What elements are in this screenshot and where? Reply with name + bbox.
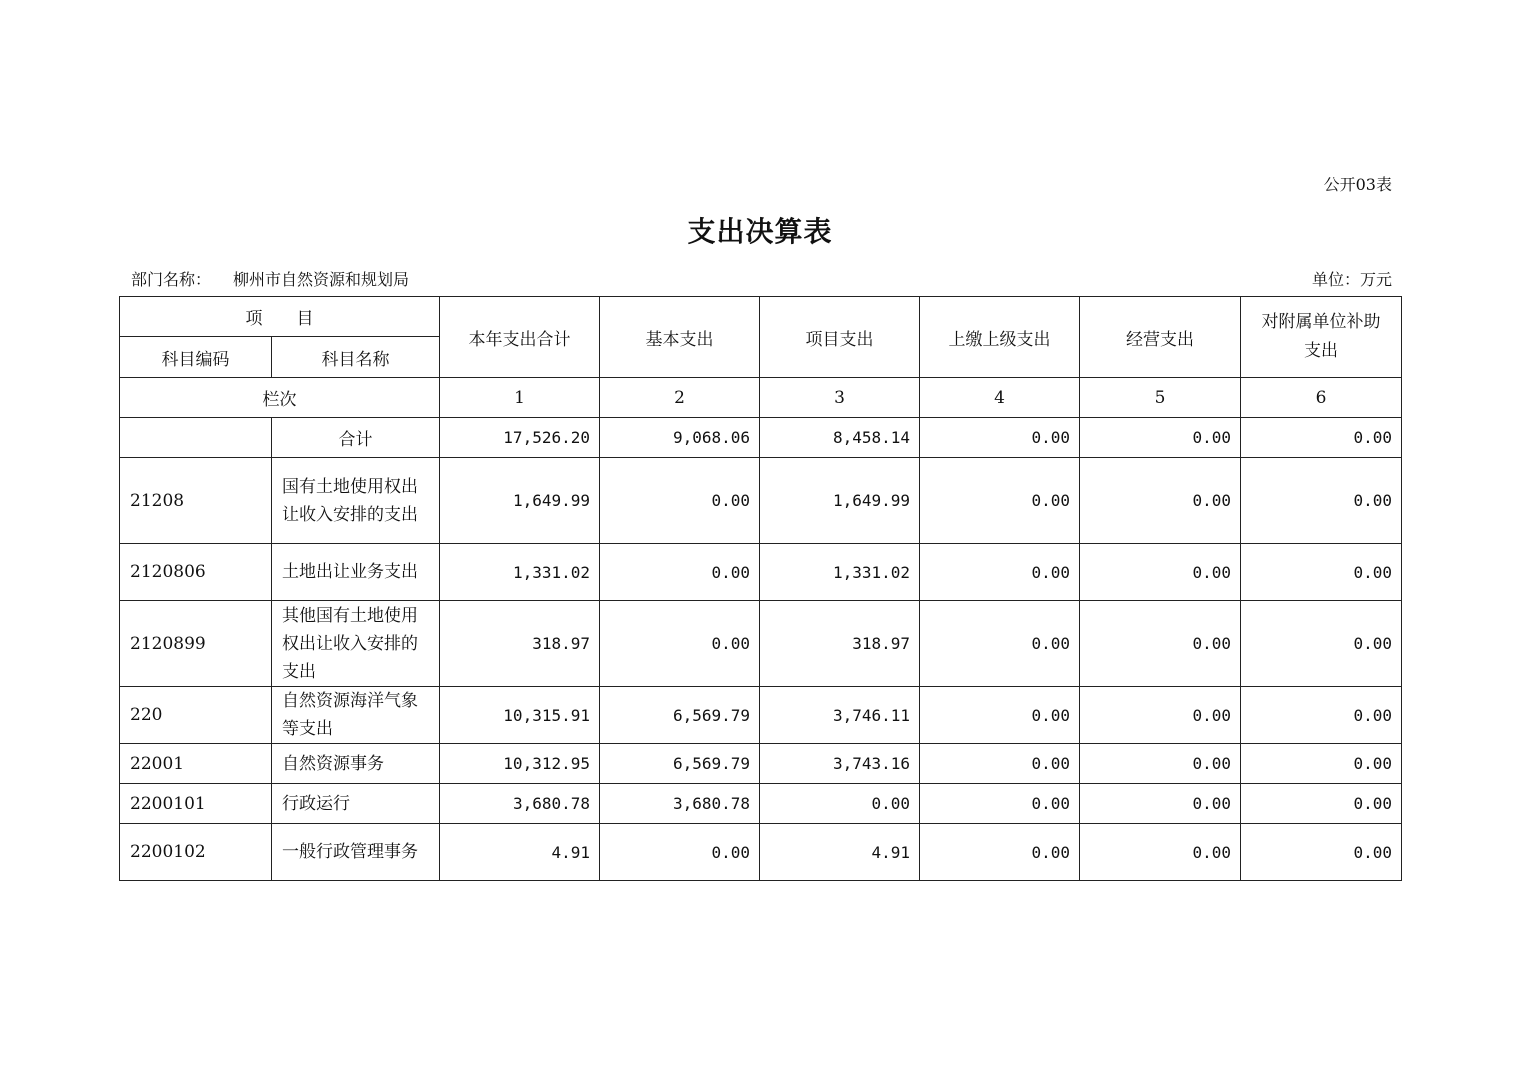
amount-cell: 4.91 [760, 824, 920, 881]
amount-cell: 0.00 [1080, 458, 1241, 544]
table-row-total [120, 418, 1402, 458]
header-subsidy-affiliates: 对附属单位补助支出 [1241, 297, 1402, 378]
header-item: 项 目 [120, 297, 440, 337]
department-line [131, 267, 409, 290]
table-row [120, 687, 1402, 744]
column-index: 5 [1080, 378, 1241, 418]
column-index: 1 [440, 378, 600, 418]
header-remit-superior: 上缴上级支出 [920, 297, 1080, 378]
header-total-expenditure: 本年支出合计 [440, 297, 600, 378]
amount-cell: 3,680.78 [600, 784, 760, 824]
amount-cell: 3,680.78 [440, 784, 600, 824]
amount-cell: 0.00 [1241, 744, 1402, 784]
column-index: 2 [600, 378, 760, 418]
amount-cell: 0.00 [600, 601, 760, 687]
subject-name: 国有土地使用权出让收入安排的支出 [272, 458, 440, 544]
subject-code: 2200102 [120, 824, 272, 881]
amount-cell: 0.00 [1241, 601, 1402, 687]
amount-cell: 0.00 [920, 544, 1080, 601]
amount-cell: 0.00 [1241, 458, 1402, 544]
amount-cell: 0.00 [1080, 824, 1241, 881]
amount-cell: 3,746.11 [760, 687, 920, 744]
subject-code: 2200101 [120, 784, 272, 824]
table-row [120, 824, 1402, 881]
header-project-expenditure: 项目支出 [760, 297, 920, 378]
amount-cell: 9,068.06 [600, 418, 760, 458]
unit-label: 单位：万元 [1311, 270, 1392, 289]
subject-name: 行政运行 [272, 784, 440, 824]
amount-cell: 0.00 [1080, 418, 1241, 458]
amount-cell: 6,569.79 [600, 687, 760, 744]
table-row [120, 601, 1402, 687]
column-index-row [120, 378, 1402, 418]
amount-cell: 0.00 [760, 784, 920, 824]
amount-cell: 318.97 [760, 601, 920, 687]
amount-cell: 0.00 [1241, 544, 1402, 601]
amount-cell: 0.00 [1241, 687, 1402, 744]
subject-code: 2120806 [120, 544, 272, 601]
subject-code: 2120899 [120, 601, 272, 687]
amount-cell: 0.00 [1080, 687, 1241, 744]
table-row [120, 744, 1402, 784]
amount-cell: 0.00 [600, 458, 760, 544]
subject-code: 22001 [120, 744, 272, 784]
subject-name: 一般行政管理事务 [272, 824, 440, 881]
amount-cell: 8,458.14 [760, 418, 920, 458]
column-index: 3 [760, 378, 920, 418]
amount-cell: 6,569.79 [600, 744, 760, 784]
amount-cell: 0.00 [600, 824, 760, 881]
table-row [120, 784, 1402, 824]
subject-code: 220 [120, 687, 272, 744]
subject-code [120, 418, 272, 458]
column-index: 4 [920, 378, 1080, 418]
table-row [120, 544, 1402, 601]
subject-name: 自然资源事务 [272, 744, 440, 784]
amount-cell: 0.00 [1080, 744, 1241, 784]
subject-name: 土地出让业务支出 [272, 544, 440, 601]
header-basic-expenditure: 基本支出 [600, 297, 760, 378]
amount-cell: 0.00 [920, 744, 1080, 784]
amount-cell: 0.00 [920, 418, 1080, 458]
header-row-1 [120, 297, 1402, 337]
subject-name: 合计 [272, 418, 440, 458]
table-row [120, 458, 1402, 544]
header-subject-code: 科目编码 [120, 337, 272, 378]
column-index: 6 [1241, 378, 1402, 418]
page-title: 支出决算表 [687, 215, 833, 248]
amount-cell: 0.00 [920, 824, 1080, 881]
subject-name: 自然资源海洋气象等支出 [272, 687, 440, 744]
amount-cell: 0.00 [920, 601, 1080, 687]
department-label: 部门名称： [131, 270, 212, 289]
amount-cell: 0.00 [1080, 544, 1241, 601]
amount-cell: 1,331.02 [760, 544, 920, 601]
amount-cell: 10,315.91 [440, 687, 600, 744]
amount-cell: 0.00 [920, 687, 1080, 744]
amount-cell: 0.00 [1080, 784, 1241, 824]
amount-cell: 318.97 [440, 601, 600, 687]
expenditure-table [119, 296, 1402, 881]
header-subject-name: 科目名称 [272, 337, 440, 378]
form-code: 公开03表 [1323, 175, 1392, 194]
amount-cell: 1,649.99 [440, 458, 600, 544]
amount-cell: 0.00 [1241, 418, 1402, 458]
amount-cell: 1,649.99 [760, 458, 920, 544]
subject-code: 21208 [120, 458, 272, 544]
amount-cell: 0.00 [920, 784, 1080, 824]
subject-name: 其他国有土地使用权出让收入安排的支出 [272, 601, 440, 687]
amount-cell: 1,331.02 [440, 544, 600, 601]
amount-cell: 17,526.20 [440, 418, 600, 458]
amount-cell: 0.00 [1241, 784, 1402, 824]
amount-cell: 0.00 [920, 458, 1080, 544]
amount-cell: 0.00 [1080, 601, 1241, 687]
amount-cell: 0.00 [1241, 824, 1402, 881]
column-index-label: 栏次 [120, 378, 440, 418]
amount-cell: 0.00 [600, 544, 760, 601]
amount-cell: 3,743.16 [760, 744, 920, 784]
amount-cell: 4.91 [440, 824, 600, 881]
header-business-expenditure: 经营支出 [1080, 297, 1241, 378]
department-name: 柳州市自然资源和规划局 [233, 270, 410, 289]
amount-cell: 10,312.95 [440, 744, 600, 784]
